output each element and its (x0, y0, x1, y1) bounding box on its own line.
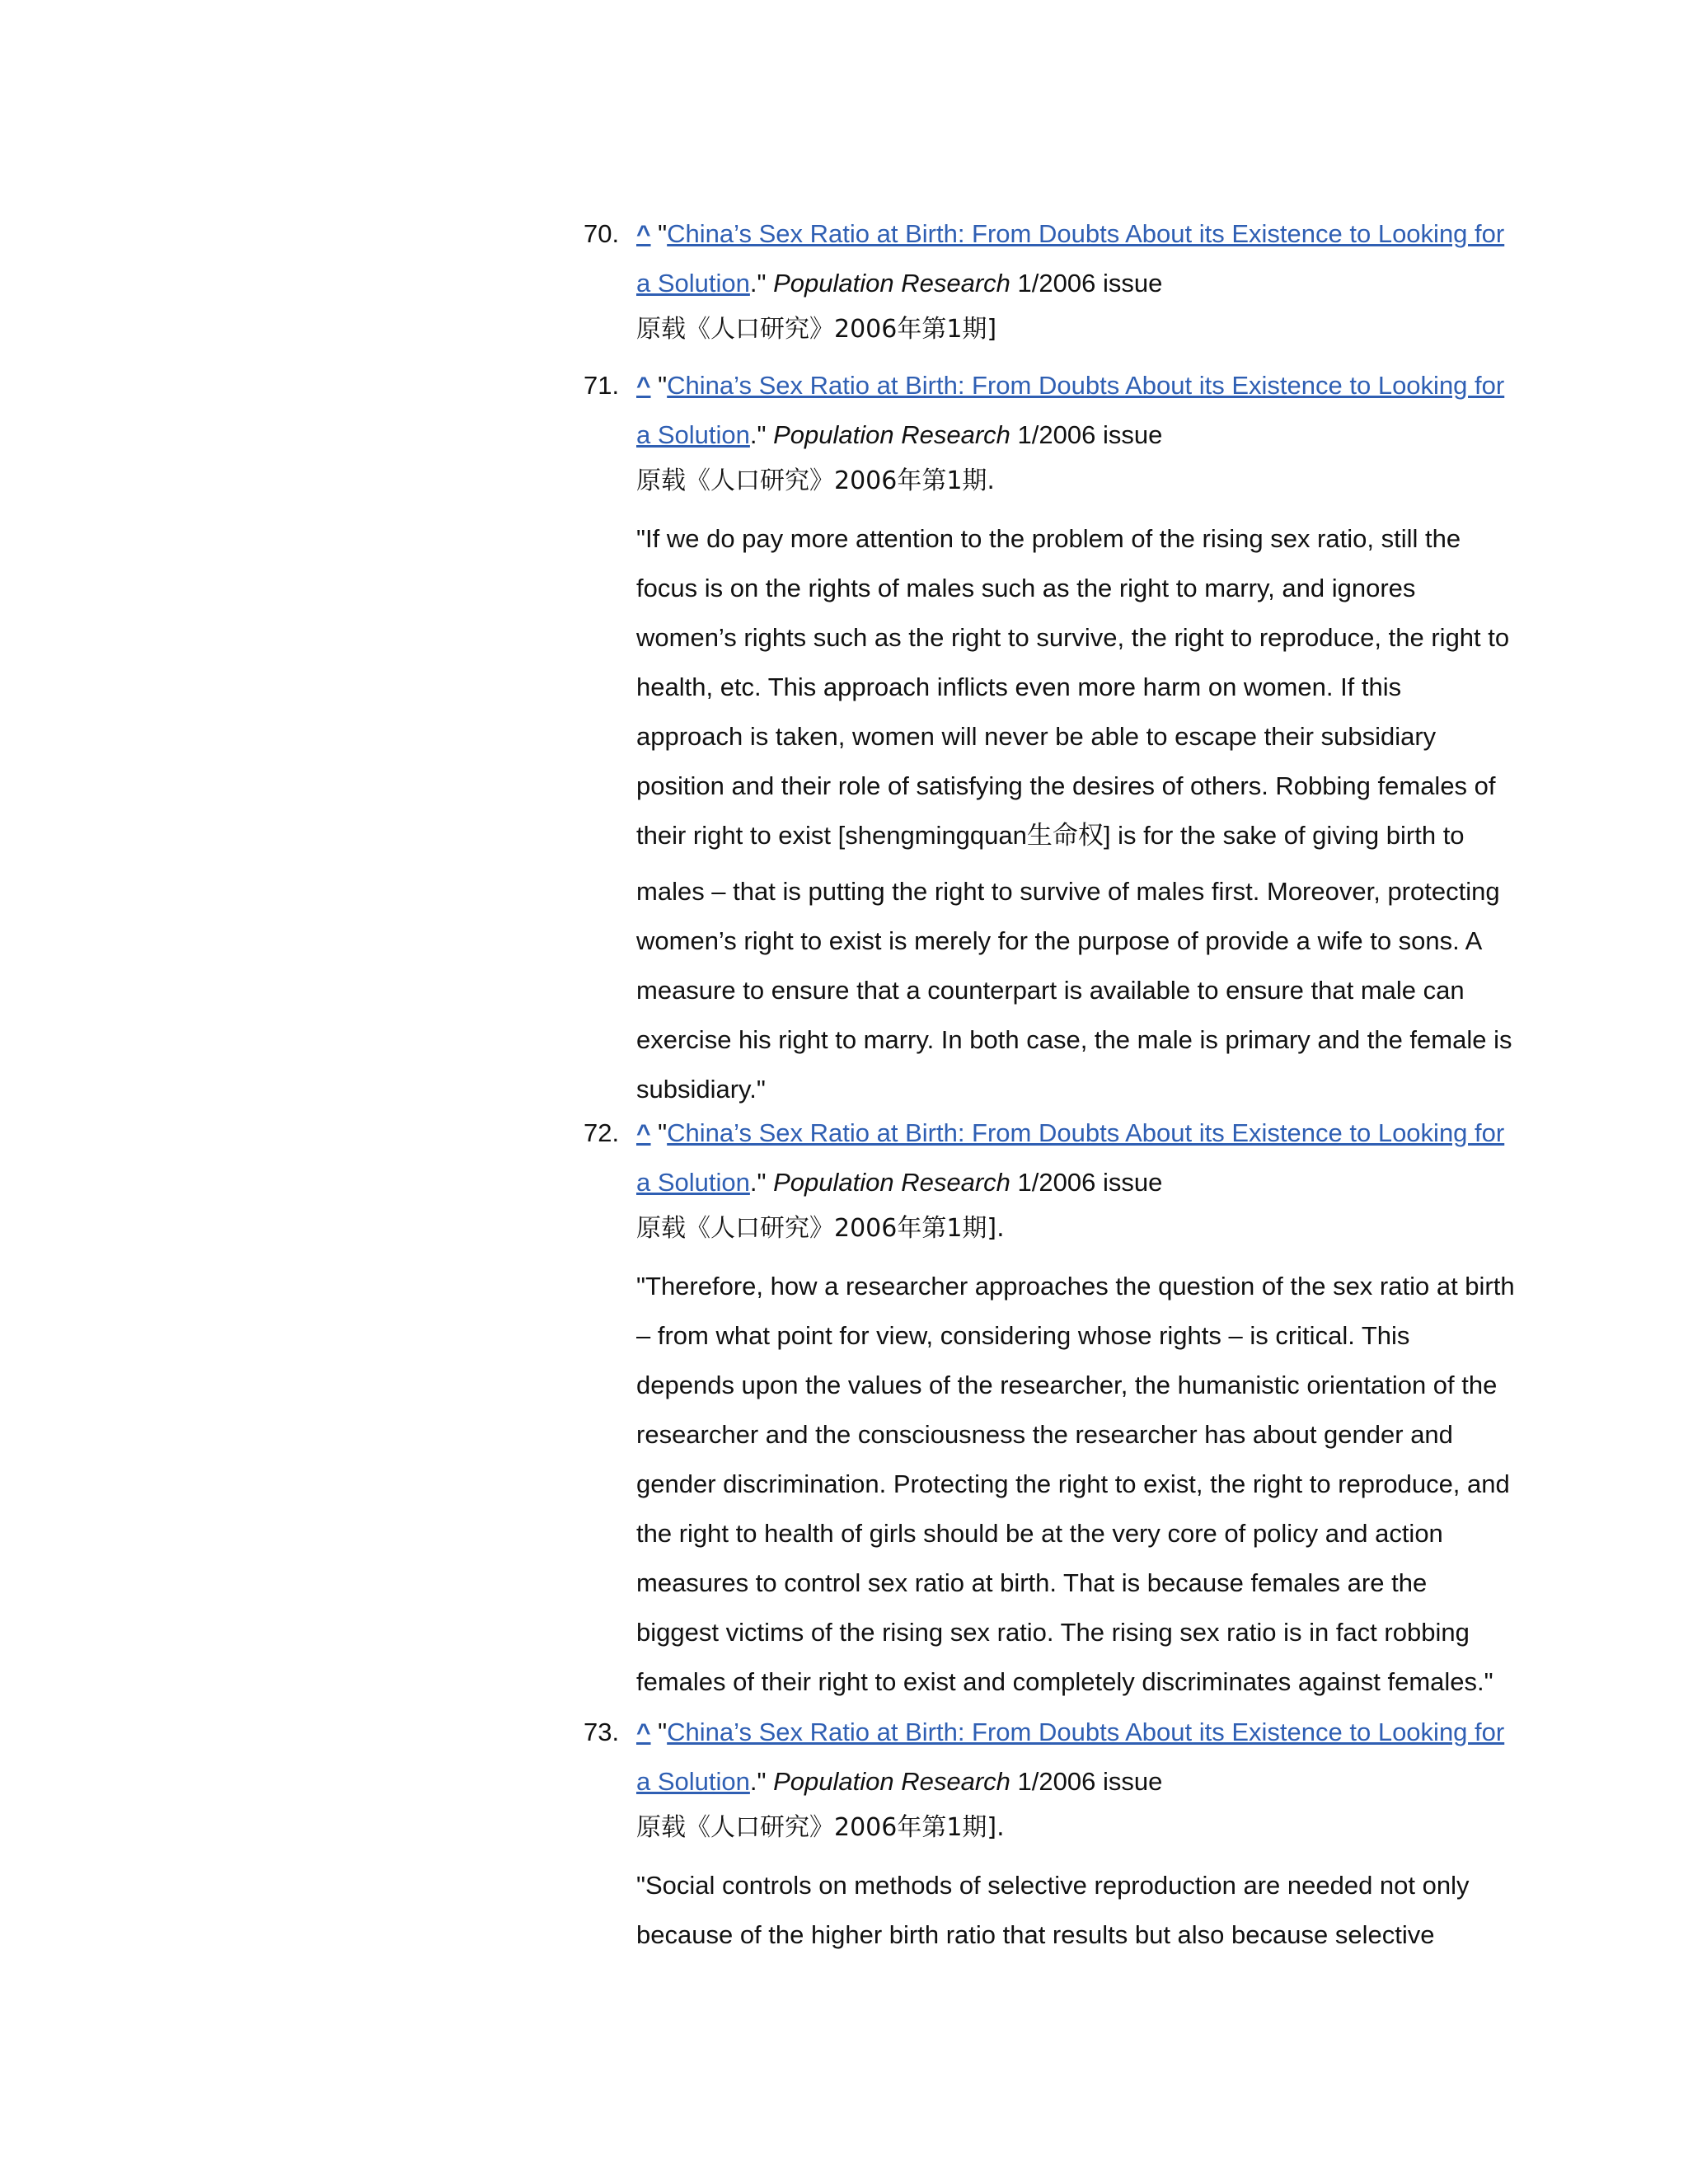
quote-line: – from what point for view, considering whose rights – is critical. This (636, 1321, 1410, 1350)
quote-line: males – that is putting the right to survive of males first. Moreover, protecting (636, 877, 1500, 906)
quoted-passage (636, 514, 1512, 1114)
reference-number: 71. (584, 371, 620, 400)
quote-line: gender discrimination. Protecting the right to exist, the right to reproduce, and (636, 1469, 1510, 1498)
quote-line: measures to control sex ratio at birth. That is because females are the (636, 1568, 1428, 1597)
quote-line: measure to ensure that a counterpart is available to ensure that male can (636, 976, 1465, 1005)
issue-info: 1/2006 issue (1010, 420, 1163, 449)
citation-line-2 (636, 1158, 1502, 1207)
quote-line: "Therefore, how a researcher approaches the question of the sex ratio at birth (636, 1272, 1515, 1301)
title-close: ." (749, 420, 774, 449)
article-title-link[interactable]: China’s Sex Ratio at Birth: From Doubts About its Existence to Looking for (667, 1118, 1505, 1147)
quote-line: women’s rights such as the right to survive, the right to reproduce, the right to (636, 623, 1510, 652)
quote-line: "Social controls on methods of selective reproduction are needed not only (636, 1871, 1470, 1900)
reference-body (636, 1108, 1515, 1707)
quoted-passage (636, 1861, 1502, 1960)
title-close: ." (749, 269, 774, 298)
reference-number: 72. (584, 1118, 620, 1147)
title-close: ." (749, 1767, 774, 1796)
article-title-link-continued[interactable]: a Solution (636, 1168, 750, 1197)
issue-info: 1/2006 issue (1010, 269, 1163, 298)
quote-line: because of the higher birth ratio that results but also because selective (636, 1920, 1435, 1949)
citation-line-1 (636, 1708, 1505, 1757)
issue-info: 1/2006 issue (1010, 1767, 1163, 1796)
quote-line: approach is taken, women will never be able to escape their subsidiary (636, 722, 1437, 751)
chinese-source-note: 原载《人口研究》2006年第1期]. (636, 1813, 1005, 1842)
open-quote: " (658, 1718, 668, 1746)
chinese-source-note: 原载《人口研究》2006年第1期. (636, 466, 995, 495)
back-link-caret[interactable]: ^ (636, 1719, 651, 1746)
article-title-link-continued[interactable]: a Solution (636, 1767, 750, 1796)
chinese-source-note: 原载《人口研究》2006年第1期]. (636, 1214, 1005, 1243)
citation-line-1 (636, 361, 1505, 410)
article-title-link[interactable]: China’s Sex Ratio at Birth: From Doubts About its Existence to Looking for (667, 219, 1505, 248)
open-quote: " (658, 371, 668, 400)
reference-number: 73. (584, 1718, 620, 1746)
chinese-source-note: 原载《人口研究》2006年第1期] (636, 315, 997, 344)
quote-line: women’s right to exist is merely for the purpose of provide a wife to sons. A (636, 926, 1483, 955)
article-title-link-continued[interactable]: a Solution (636, 269, 750, 298)
article-title-link-continued[interactable]: a Solution (636, 420, 750, 449)
quote-line: their right to exist [shengmingquan生命权] is for the sake of giving birth to (636, 821, 1465, 850)
quote-line: health, etc. This approach inflicts even more harm on women. If this (636, 673, 1402, 701)
issue-info: 1/2006 issue (1010, 1168, 1163, 1197)
quote-line: researcher and the consciousness the researcher has about gender and (636, 1420, 1453, 1449)
quote-line: females of their right to exist and completely discriminates against females." (636, 1667, 1493, 1696)
citation-line-1 (636, 1108, 1505, 1158)
article-title-link[interactable]: China’s Sex Ratio at Birth: From Doubts About its Existence to Looking for (667, 1718, 1505, 1746)
citation-line-2 (636, 410, 1502, 460)
back-link-caret[interactable]: ^ (636, 221, 651, 248)
reference-number: 70. (584, 219, 620, 248)
open-quote: " (658, 219, 668, 248)
reference-body (636, 361, 1512, 1114)
reference-body (636, 209, 1505, 351)
journal-name: Population Research (773, 1168, 1010, 1197)
citation-line-2 (636, 1757, 1502, 1807)
back-link-caret[interactable]: ^ (636, 1120, 651, 1147)
quote-line: the right to health of girls should be at the very core of policy and action (636, 1519, 1443, 1548)
journal-name: Population Research (773, 1767, 1010, 1796)
quote-line: biggest victims of the rising sex ratio. The rising sex ratio is in fact robbing (636, 1618, 1470, 1647)
citation-line-2 (636, 259, 1502, 308)
quote-line: "If we do pay more attention to the problem of the rising sex ratio, still the (636, 524, 1461, 553)
quote-line: exercise his right to marry. In both case, the male is primary and the female is (636, 1025, 1512, 1054)
quote-line: subsidiary." (636, 1075, 766, 1104)
back-link-caret[interactable]: ^ (636, 373, 651, 400)
quote-line: focus is on the rights of males such as the right to marry, and ignores (636, 574, 1416, 602)
citation-line-1 (636, 209, 1505, 259)
journal-name: Population Research (773, 269, 1010, 298)
quote-line: depends upon the values of the researcher, the humanistic orientation of the (636, 1371, 1498, 1399)
article-title-link[interactable]: China’s Sex Ratio at Birth: From Doubts About its Existence to Looking for (667, 371, 1505, 400)
quote-line: position and their role of satisfying the desires of others. Robbing females of (636, 771, 1496, 800)
reference-body (636, 1708, 1505, 1960)
journal-name: Population Research (773, 420, 1010, 449)
open-quote: " (658, 1118, 668, 1147)
title-close: ." (749, 1168, 774, 1197)
quoted-passage (636, 1262, 1515, 1707)
